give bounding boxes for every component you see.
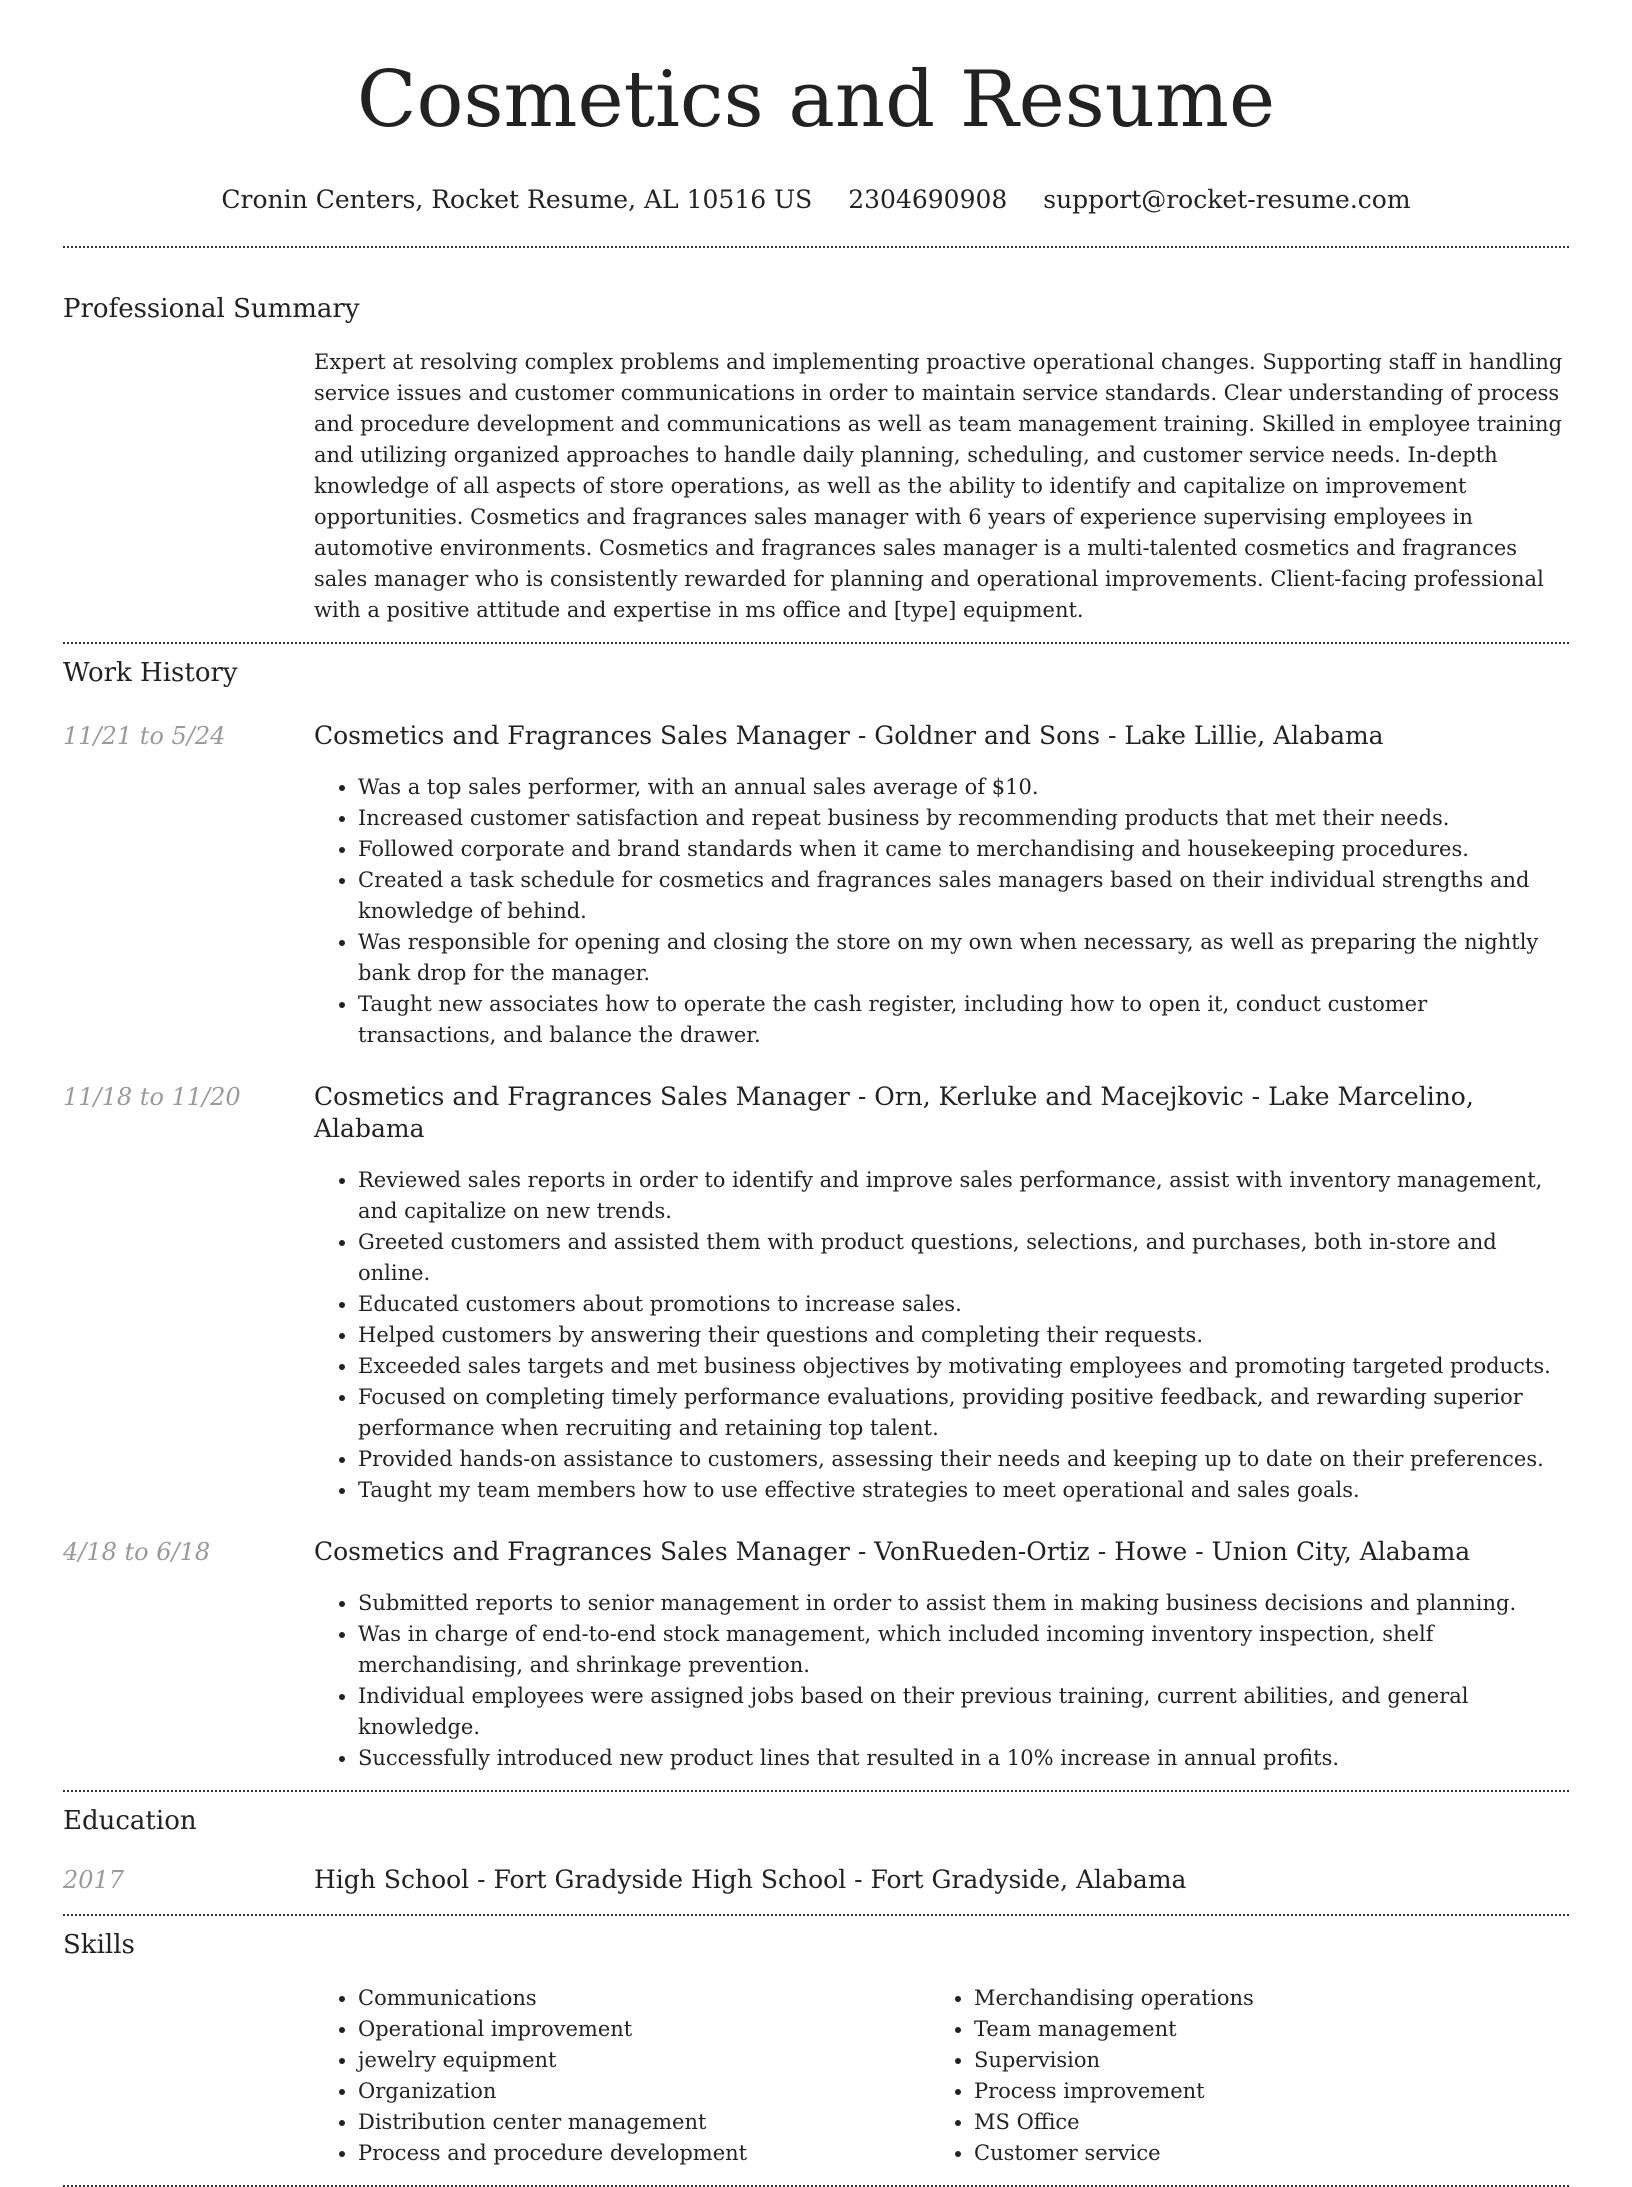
section-divider: [63, 1790, 1569, 1792]
job-bullet: • Greeted customers and assisted them with product questions, selections, and purchases, both in-store and online.: [358, 1227, 1569, 1289]
resume-name: Cosmetics and Resume: [356, 55, 1276, 145]
job-title: Cosmetics and Fragrances Sales Manager - Orn, Kerluke and Macejkovic - Lake Marcelino, Alabama: [314, 1082, 1474, 1143]
skills-column-left: [314, 1983, 930, 2169]
skill-item: • Merchandising operations: [974, 1983, 1530, 2014]
job-entry: [63, 1536, 1569, 1774]
skill-item: • MS Office: [974, 2107, 1530, 2138]
summary-section: [63, 292, 1569, 626]
skill-item: • Process and procedure development: [358, 2138, 930, 2169]
job-bullets: [314, 772, 1569, 1051]
job-bullet: • Exceeded sales targets and met business objectives by motivating employees and promoting targeted products.: [358, 1351, 1569, 1382]
skill-item: • Operational improvement: [358, 2014, 930, 2045]
work-history-section: [63, 656, 1569, 1774]
job-bullet: • Was responsible for opening and closing the store on my own when necessary, as well as preparing the nightly bank drop for the manager.: [358, 927, 1569, 989]
summary-heading: Professional Summary: [63, 294, 360, 324]
contact-phone: 2304690908: [848, 185, 1008, 214]
job-date: 11/21 to 5/24: [63, 722, 226, 750]
contact-email: support@rocket-resume.com: [1043, 185, 1411, 214]
resume-header: [63, 0, 1569, 216]
job-entry: [63, 1081, 1569, 1506]
job-bullet: • Individual employees were assigned jobs based on their previous training, current abilities, and general knowledge.: [358, 1681, 1569, 1743]
job-bullet: • Provided hands-on assistance to customers, assessing their needs and keeping up to date on their preferences.: [358, 1444, 1569, 1475]
skill-item: • Supervision: [974, 2045, 1530, 2076]
skill-item: • Organization: [358, 2076, 930, 2107]
education-date: 2017: [63, 1866, 125, 1894]
job-bullet: • Was a top sales performer, with an annual sales average of $10.: [358, 772, 1569, 803]
job-date: 11/18 to 11/20: [63, 1083, 241, 1111]
job-bullet: • Focused on completing timely performance evaluations, providing positive feedback, and rewarding superior performance when recruiting and retaining top talent.: [358, 1382, 1569, 1444]
job-bullet: • Reviewed sales reports in order to identify and improve sales performance, assist with inventory management, and capitalize on new trends.: [358, 1165, 1569, 1227]
section-divider: [63, 246, 1569, 248]
job-bullet: • Taught new associates how to operate the cash register, including how to open it, conduct customer transactions, and balance the drawer.: [358, 989, 1569, 1051]
education-entry: [63, 1864, 1569, 1896]
section-divider: [63, 1914, 1569, 1916]
skills-list: [314, 1983, 1569, 2169]
job-title: Cosmetics and Fragrances Sales Manager - VonRueden-Ortiz - Howe - Union City, Alabama: [314, 1537, 1471, 1566]
job-date: 4/18 to 6/18: [63, 1538, 211, 1566]
job-bullet: • Created a task schedule for cosmetics and fragrances sales managers based on their individual strengths and knowledge of behind.: [358, 865, 1569, 927]
skills-column-right: [930, 1983, 1530, 2169]
job-bullet: • Followed corporate and brand standards when it came to merchandising and housekeeping procedures.: [358, 834, 1569, 865]
job-bullet: • Educated customers about promotions to increase sales.: [358, 1289, 1569, 1320]
skill-item: • Communications: [358, 1983, 930, 2014]
job-bullet: • Helped customers by answering their questions and completing their requests.: [358, 1320, 1569, 1351]
skill-item: • Customer service: [974, 2138, 1530, 2169]
job-bullets: [314, 1165, 1569, 1506]
job-bullet: • Successfully introduced new product lines that resulted in a 10% increase in annual profits.: [358, 1743, 1569, 1774]
skills-heading: Skills: [63, 1930, 135, 1960]
job-bullet: • Was in charge of end-to-end stock management, which included incoming inventory inspection, shelf merchandising, and shrinkage prevention.: [358, 1619, 1569, 1681]
job-body: [314, 720, 1569, 1051]
education-heading: Education: [63, 1806, 197, 1836]
skills-section: [63, 1928, 1569, 2169]
job-entry: [63, 720, 1569, 1051]
work-history-heading: Work History: [63, 658, 238, 688]
contact-line: [63, 184, 1569, 216]
skill-item: • Distribution center management: [358, 2107, 930, 2138]
job-bullet: • Increased customer satisfaction and repeat business by recommending products that met their needs.: [358, 803, 1569, 834]
job-body: [314, 1081, 1569, 1506]
skill-item: • Team management: [974, 2014, 1530, 2045]
job-bullets: [314, 1588, 1569, 1774]
education-title: High School - Fort Gradyside High School - Fort Gradyside, Alabama: [314, 1865, 1187, 1894]
job-title: Cosmetics and Fragrances Sales Manager - Goldner and Sons - Lake Lillie, Alabama: [314, 721, 1384, 750]
skill-item: • jewelry equipment: [358, 2045, 930, 2076]
job-body: [314, 1536, 1569, 1774]
job-bullet: • Taught my team members how to use effective strategies to meet operational and sales goals.: [358, 1475, 1569, 1506]
job-bullet: • Submitted reports to senior management in order to assist them in making business decisions and planning.: [358, 1588, 1569, 1619]
education-section: [63, 1804, 1569, 1896]
section-divider: [63, 642, 1569, 644]
summary-text: Expert at resolving complex problems and implementing proactive operational changes. Supporting staff in handling service issues and customer communications in order to maintain service standards. Clear understanding of process and procedure development and communications as well as team management training. Skilled in employee training and utilizing organized approaches to handle daily planning, scheduling, and customer service needs. In-depth knowledge of all aspects of store operations, as well as the ability to identify and capitalize on improvement opportunities. Cosmetics and fragrances sales manager with 6 years of experience supervising employees in automotive environments. Cosmetics and fragrances sales manager is a multi-talented cosmetics and fragrances sales manager who is consistently rewarded for planning and operational improvements. Client-facing professional with a positive attitude and expertise in ms office and [type] equipment.: [314, 350, 1563, 622]
contact-address: Cronin Centers, Rocket Resume, AL 10516 US: [221, 185, 813, 214]
skill-item: • Process improvement: [974, 2076, 1530, 2107]
